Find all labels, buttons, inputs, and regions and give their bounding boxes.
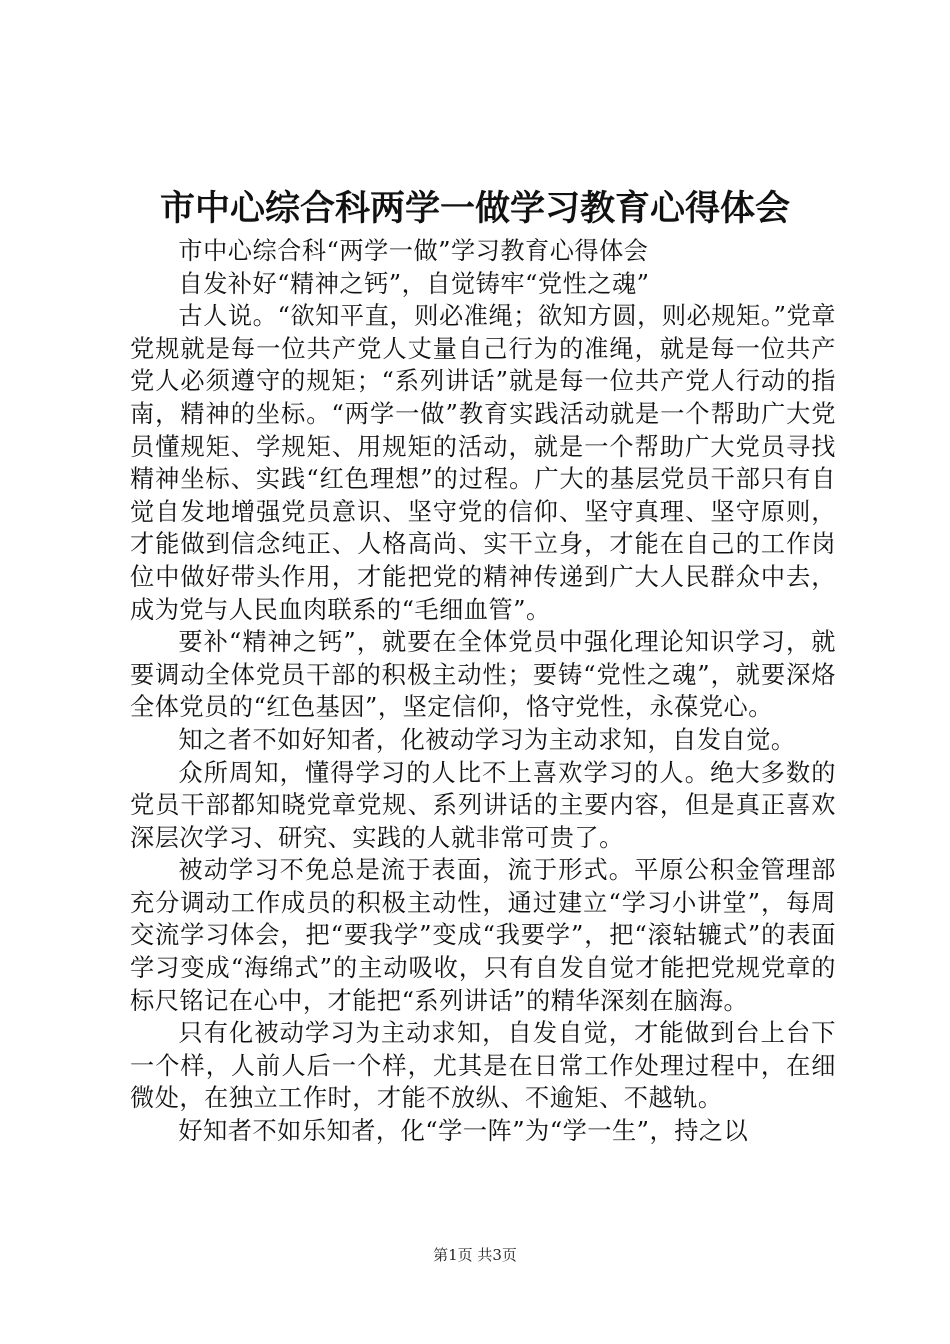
paragraph: 被动学习不免总是流于表面，流于形式。平原公积金管理部充分调动工作成员的积极主动性，通过建立“学习小讲堂”，每周交流学习体会，把“要我学”变成“我要学”，把“滚轱辘式”的表面学习变成“海绵式”的主动吸收，只有自发自觉才能把党规党章的标尺铭记在心中，才能把“系列讲话”的精华深刻在脑海。 [130, 856, 836, 1015]
document-body [130, 235, 836, 1148]
paragraph: 古人说。“欲知平直，则必准绳；欲知方圆，则必规矩。”党章党规就是每一位共产党人丈量自己行为的准绳，就是每一位共产党人必须遵守的规矩；“系列讲话”就是每一位共产党人行动的指南，精神的坐标。“两学一做”教育实践活动就是一个帮助广大党员懂规矩、学规矩、用规矩的活动，就是一个帮助广大党员寻找精神坐标、实践“红色理想”的过程。广大的基层党员干部只有自觉自发地增强党员意识、坚守党的信仰、坚守真理、坚守原则，才能做到信念纯正、人格高尚、实干立身，才能在自己的工作岗位中做好带头作用，才能把党的精神传递到广大人民群众中去，成为党与人民血肉联系的“毛细血管”。 [130, 302, 836, 624]
document-title: 市中心综合科两学一做学习教育心得体会 [159, 188, 790, 229]
paragraph: 只有化被动学习为主动求知，自发自觉，才能做到台上台下一个样，人前人后一个样，尤其是在日常工作处理过程中，在细微处，在独立工作时，才能不放纵、不逾矩、不越轨。 [130, 1019, 836, 1113]
paragraph-subtitle: 市中心综合科“两学一做”学习教育心得体会 [178, 237, 649, 265]
page-indicator: 第1页 共3页 [433, 1246, 517, 1264]
paragraph: 要补“精神之钙”，就要在全体党员中强化理论知识学习，就要调动全体党员干部的积极主动性；要铸“党性之魂”，就要深烙全体党员的“红色基因”，坚定信仰，恪守党性，永葆党心。 [130, 628, 836, 722]
paragraph-heading: 知之者不如好知者，化被动学习为主动求知，自发自觉。 [178, 725, 796, 754]
paragraph: 众所周知，懂得学习的人比不上喜欢学习的人。绝大多数的党员干部都知晓党章党规、系列讲话的主要内容，但是真正喜欢深层次学习、研究、实践的人就非常可贵了。 [130, 758, 836, 852]
paragraph-theme: 自发补好“精神之钙”，自觉铸牢“党性之魂” [178, 269, 650, 298]
paragraph: 好知者不如乐知者，化“学一阵”为“学一生”，持之以 [178, 1117, 749, 1146]
